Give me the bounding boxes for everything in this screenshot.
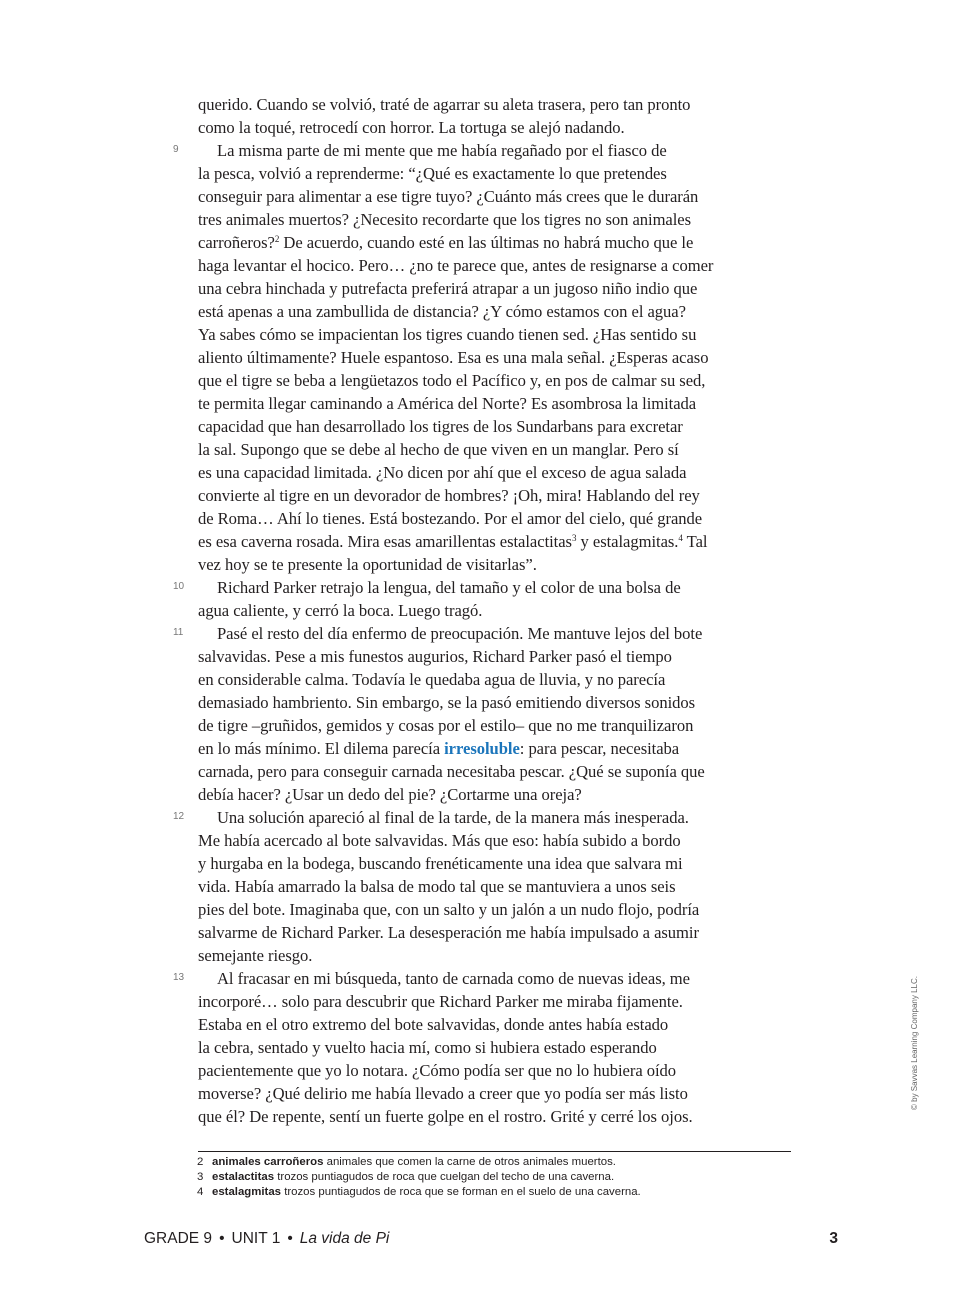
text-line: Al fracasar en mi búsqueda, tanto de carnada como de nuevas ideas, me	[217, 969, 690, 988]
footnote-4	[197, 1185, 791, 1200]
copyright-notice: © by Savvas Learning Company LLC.	[910, 976, 919, 1110]
text-line: Estaba en el otro extremo del bote salvavidas, donde antes había estado	[198, 1015, 669, 1034]
text-segment: es esa caverna rosada. Mira esas amarillentas estalactitas	[198, 532, 572, 551]
text-line: como la toqué, retrocedí con horror. La tortuga se alejó nadando.	[198, 118, 625, 137]
text-line: semejante riesgo.	[198, 946, 313, 965]
footer-bullet: •	[287, 1230, 293, 1247]
text-line: pies del bote. Imaginaba que, con un salto y un jalón a un nudo flojo, podría	[198, 900, 700, 919]
footnotes	[197, 1155, 791, 1200]
text-line	[198, 530, 792, 553]
footnote-definition: trozos puntiagudos de roca que cuelgan del techo de una caverna.	[277, 1171, 615, 1183]
text-line: agua caliente, y cerró la boca. Luego tragó.	[198, 601, 483, 620]
footer-unit: UNIT 1	[231, 1230, 281, 1247]
text-segment: De acuerdo, cuando esté en las últimas no habrá mucho que le	[283, 233, 694, 252]
text-line: haga levantar el hocico. Pero… ¿no te parece que, antes de resignarse a comer	[198, 256, 714, 275]
text-line: la cebra, sentado y vuelto hacia mí, como si hubiera estado esperando	[198, 1038, 657, 1057]
text-segment: y estalagmitas.	[580, 532, 679, 551]
footer-grade: GRADE 9	[144, 1230, 213, 1247]
footnote-ref-4: 4	[678, 533, 683, 543]
paragraph-9	[173, 139, 792, 576]
text-line: aliento últimamente? Huele espantoso. Esa es una mala señal. ¿Esperas acaso	[198, 348, 709, 367]
page-footer	[144, 1230, 840, 1252]
text-line: convierte al tigre en un devorador de hombres? ¡Oh, mira! Hablando del rey	[198, 486, 700, 505]
text-segment: carroñeros?	[198, 233, 275, 252]
text-line: capacidad que han desarrollado los tigres de los Sundarbans para excretar	[198, 417, 683, 436]
paragraph-number: 13	[173, 972, 185, 983]
footer-bullet: •	[219, 1230, 225, 1247]
text-line: Richard Parker retrajo la lengua, del tamaño y el color de una bolsa de	[217, 578, 681, 597]
paragraph-number: 11	[173, 627, 184, 638]
paragraph-13	[173, 967, 792, 1128]
reading-passage	[173, 93, 792, 1128]
text-line: La misma parte de mi mente que me había regañado por el fiasco de	[217, 141, 667, 160]
text-line: Pasé el resto del día enfermo de preocupación. Me mantuve lejos del bote	[217, 624, 703, 643]
text-segment: en lo más mínimo. El dilema parecía	[198, 739, 441, 758]
text-line: vez hoy se te presente la oportunidad de visitarlas”.	[198, 555, 537, 574]
text-line: es una capacidad limitada. ¿No dicen por ahí que el exceso de agua salada	[198, 463, 687, 482]
text-line: incorporé… solo para descubrir que Richard Parker me miraba fijamente.	[198, 992, 683, 1011]
footnote-divider	[198, 1151, 791, 1152]
text-line: de Roma… Ahí lo tienes. Está bostezando. Por el amor del cielo, qué grande	[198, 509, 703, 528]
footnote-ref-2: 2	[274, 234, 280, 244]
text-line: la sal. Supongo que se debe al hecho de que viven en un manglar. Pero sí	[198, 440, 679, 459]
vocabulary-word-link[interactable]: irresoluble	[444, 739, 520, 758]
text-line: tres animales muertos? ¿Necesito recordarte que los tigres no son animales	[198, 210, 692, 229]
text-line: está apenas a una zambullida de distancia? ¿Y cómo estamos con el agua?	[198, 302, 686, 321]
footnote-2	[197, 1155, 791, 1170]
footer-title: La vida de Pi	[299, 1230, 390, 1247]
paragraph-continued	[198, 93, 792, 139]
text-line: de tigre –gruñidos, gemidos y cosas por el estilo– que no me tranquilizaron	[198, 716, 694, 735]
text-line: salvavidas. Pese a mis funestos augurios, Richard Parker pasó el tiempo	[198, 647, 672, 666]
text-line: salvarme de Richard Parker. La desesperación me había impulsado a asumir	[198, 923, 699, 942]
text-line: pacientemente que yo lo notara. ¿Cómo podía ser que no lo hubiera oído	[198, 1061, 677, 1080]
text-line: debía hacer? ¿Usar un dedo del pie? ¿Cortarme una oreja?	[198, 785, 582, 804]
text-line: una cebra hinchada y putrefacta preferirá atrapar a un jugoso niño indio que	[198, 279, 698, 298]
text-line: conseguir para alimentar a ese tigre tuyo? ¿Cuánto más crees que le durarán	[198, 187, 699, 206]
paragraph-12	[173, 806, 792, 967]
footnote-term: estalagmitas	[212, 1186, 282, 1198]
footnote-number: 2	[197, 1156, 204, 1168]
footnote-3	[197, 1170, 791, 1185]
footnote-definition: trozos puntiagudos de roca que se forman en el suelo de una caverna.	[284, 1186, 641, 1198]
text-line: vida. Había amarrado la balsa de modo tal que se mantuviera a unos seis	[198, 877, 676, 896]
text-line: Una solución apareció al final de la tarde, de la manera más inesperada.	[217, 808, 689, 827]
text-segment: : para pescar, necesitaba	[519, 739, 680, 758]
text-line: Ya sabes cómo se impacientan los tigres cuando tienen sed. ¿Has sentido su	[198, 325, 697, 344]
paragraph-number: 9	[173, 144, 179, 155]
text-line: la pesca, volvió a reprenderme: “¿Qué es exactamente lo que pretendes	[198, 164, 667, 183]
paragraph-number: 12	[173, 811, 185, 822]
text-segment: Tal	[686, 532, 708, 551]
footnote-number: 3	[197, 1171, 204, 1183]
paragraph-11	[173, 622, 792, 806]
footnote-definition: animales que comen la carne de otros animales muertos.	[326, 1156, 616, 1168]
text-line: Me había acercado al bote salvavidas. Más que eso: había subido a bordo	[198, 831, 681, 850]
footnote-term: animales carroñeros	[212, 1156, 324, 1168]
text-line: que él? De repente, sentí un fuerte golpe en el rostro. Grité y cerré los ojos.	[198, 1107, 693, 1126]
paragraph-number: 10	[173, 581, 185, 592]
text-line: en considerable calma. Todavía le quedaba agua de lluvia, y no parecía	[198, 670, 666, 689]
text-line: que el tigre se beba a lengüetazos todo el Pacífico y, en pos de calmar su sed,	[198, 371, 706, 390]
text-line: te permita llegar caminando a América del Norte? Es asombrosa la limitada	[198, 394, 697, 413]
footer-running-head	[144, 1230, 389, 1248]
text-line	[198, 737, 792, 760]
text-line: querido. Cuando se volvió, traté de agarrar su aleta trasera, pero tan pronto	[198, 95, 691, 114]
text-line: moverse? ¿Qué delirio me había llevado a creer que yo podía ser más listo	[198, 1084, 688, 1103]
footnote-term: estalactitas	[212, 1171, 275, 1183]
footnote-ref-3: 3	[571, 533, 577, 543]
text-line: demasiado hambriento. Sin embargo, se la pasó emitiendo diversos sonidos	[198, 693, 696, 712]
page-number: 3	[829, 1230, 838, 1247]
text-line	[198, 231, 792, 254]
paragraph-10	[173, 576, 792, 622]
text-line: y hurgaba en la bodega, buscando frenéticamente una idea que salvara mi	[198, 854, 683, 873]
text-line: carnada, pero para conseguir carnada necesitaba pescar. ¿Qué se suponía que	[198, 762, 705, 781]
footnote-number: 4	[197, 1186, 204, 1198]
